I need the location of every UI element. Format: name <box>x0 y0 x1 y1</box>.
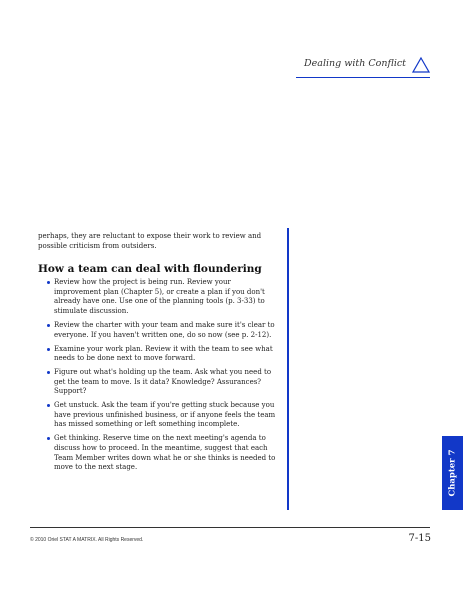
list-item: Get thinking. Reserve time on the next meeting's agenda to discuss how to proceed. In the meantime, suggest that each Team Member writes down what he or she thinks is needed to move to the next stage. <box>47 434 280 472</box>
chapter-tab[interactable] <box>442 436 463 510</box>
list-item: Review the charter with your team and make sure it's clear to everyone. If you haven't written one, do so now (see p. 2-12). <box>47 321 280 340</box>
chapter-tab-label: Chapter 7 <box>447 449 458 497</box>
list-item: Get unstuck. Ask the team if you're getting stuck because you have previous unfinished business, or if anyone feels the team has missed something or left something incomplete. <box>47 401 280 430</box>
copyright-notice: © 2010 Oriel STAT A MATRIX. All Rights Reserved. <box>30 537 144 543</box>
page-number: 7-15 <box>408 533 431 544</box>
list-item: Examine your work plan. Review it with the team to see what needs to be done next to move forward. <box>47 345 280 364</box>
intro-paragraph: perhaps, they are reluctant to expose their work to review and possible criticism from outsiders. <box>38 232 262 250</box>
list-item: Review how the project is being run. Review your improvement plan (Chapter 5), or create a plan if you don't already have one. Use one of the planning tools (p. 3-33) to stimulate discussion. <box>47 278 280 316</box>
triangle-outline-icon <box>412 56 430 74</box>
header-rule <box>296 77 430 78</box>
column-divider <box>287 228 289 510</box>
page-header <box>0 56 463 80</box>
list-item: Figure out what's holding up the team. Ask what you need to get the team to move. Is it data? Knowledge? Assurances? Support? <box>47 368 280 397</box>
section-heading: How a team can deal with floundering <box>38 263 262 276</box>
header-title: Dealing with Conflict <box>304 58 406 69</box>
bullet-list <box>38 278 280 473</box>
main-content <box>38 232 280 477</box>
footer-rule <box>30 527 430 528</box>
